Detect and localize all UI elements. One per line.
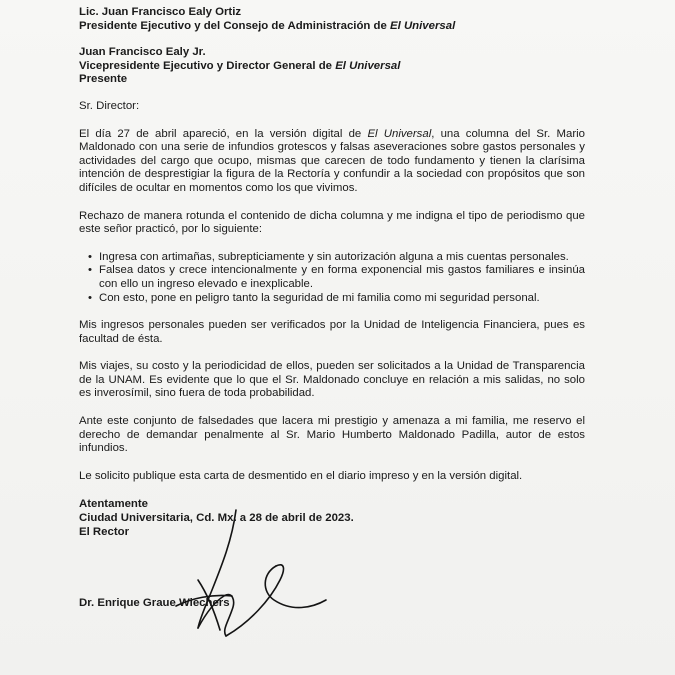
paragraph-1-part-2: , una columna del Sr. Mario Maldonado con una serie de infundios grotescos y falsas aseveraciones sobre gastos personales y actividades del cargo que ocupo, mismas que carecen de todo fundamento y tienen la clarísima intención de desprestigiar la figura de la Rectoría y confundir a la sociedad con propósitos que son difíciles de ocultar en momentos como los que vivimos.: [79, 127, 586, 194]
signer-name: Dr. Enrique Graue Wiechers: [79, 597, 230, 610]
addressee-2-newspaper: El Universal: [335, 59, 401, 72]
addressee-2-name: Juan Francisco Ealy Jr.: [79, 46, 206, 59]
paragraph-1: [79, 128, 585, 196]
paragraph-1-newspaper: El Universal: [367, 127, 432, 140]
presente-label: Presente: [79, 73, 128, 86]
bullet-list: [79, 251, 585, 305]
letter-body: [79, 6, 585, 611]
addressee-1-newspaper: El Universal: [390, 19, 456, 32]
bullet-item-1: [79, 251, 585, 265]
salutation: Sr. Director:: [79, 99, 140, 112]
closing-role: El Rector: [79, 526, 130, 539]
bullet-item-2-text: Falsea datos y crece intencionalmente y en forma exponencial mis gastos familiares e insinúa con ello un ingreso elevado e inexplicable.: [99, 264, 585, 290]
addressee-block-2: [79, 46, 585, 87]
closing-atentamente: Atentamente: [79, 498, 148, 511]
addressee-2-title-text: Vicepresidente Ejecutivo y Director General de: [79, 59, 336, 72]
paragraph-3: Mis ingresos personales pueden ser verificados por la Unidad de Inteligencia Financiera, pues es facultad de ésta.: [79, 319, 585, 345]
paragraph-6: Le solicito publique esta carta de desmentido en el diario impreso y en la versión digital.: [79, 469, 523, 482]
addressee-2-title: [79, 60, 585, 74]
closing-place-date: Ciudad Universitaria, Cd. Mx. a 28 de abril de 2023.: [79, 512, 354, 525]
addressee-1-name: Lic. Juan Francisco Ealy Ortiz: [79, 6, 242, 18]
bullet-item-1-text: Ingresa con artimañas, subrepticiamente y sin autorización alguna a mis cuentas personales.: [99, 250, 569, 263]
addressee-block-1: [79, 6, 585, 33]
addressee-1-title-text: Presidente Ejecutivo y del Consejo de Administración de: [79, 19, 391, 32]
paragraph-5: Ante este conjunto de falsedades que lacera mi prestigio y amenaza a mi familia, me reservo el derecho de demandar penalmente al Sr. Mario Humberto Maldonado Padilla, autor de estos infundios.: [79, 415, 585, 455]
bullet-icon: •: [88, 250, 92, 263]
bullet-item-2: [79, 264, 585, 291]
paragraph-1-part-1: El día 27 de abril apareció, en la versión digital de: [79, 127, 368, 140]
paragraph-4: Mis viajes, su costo y la periodicidad de ellos, pueden ser solicitados a la Unidad de Transparencia de la UNAM. Es evidente que lo que el Sr. Maldonado concluye en relación a mis salidas, no solo es inverosímil, sino fuera de toda probabilidad.: [79, 360, 585, 400]
bullet-item-3-text: Con esto, pone en peligro tanto la seguridad de mi familia como mi seguridad personal.: [99, 291, 540, 304]
paragraph-2: Rechazo de manera rotunda el contenido de dicha columna y me indigna el tipo de periodismo que este señor practicó, por lo siguiente:: [79, 209, 585, 236]
signature-space: [79, 539, 585, 597]
closing-block: [79, 497, 585, 539]
bullet-icon: •: [88, 291, 92, 304]
addressee-1-title: [79, 20, 585, 34]
bullet-icon: •: [88, 264, 92, 277]
bullet-item-3: [79, 292, 585, 306]
